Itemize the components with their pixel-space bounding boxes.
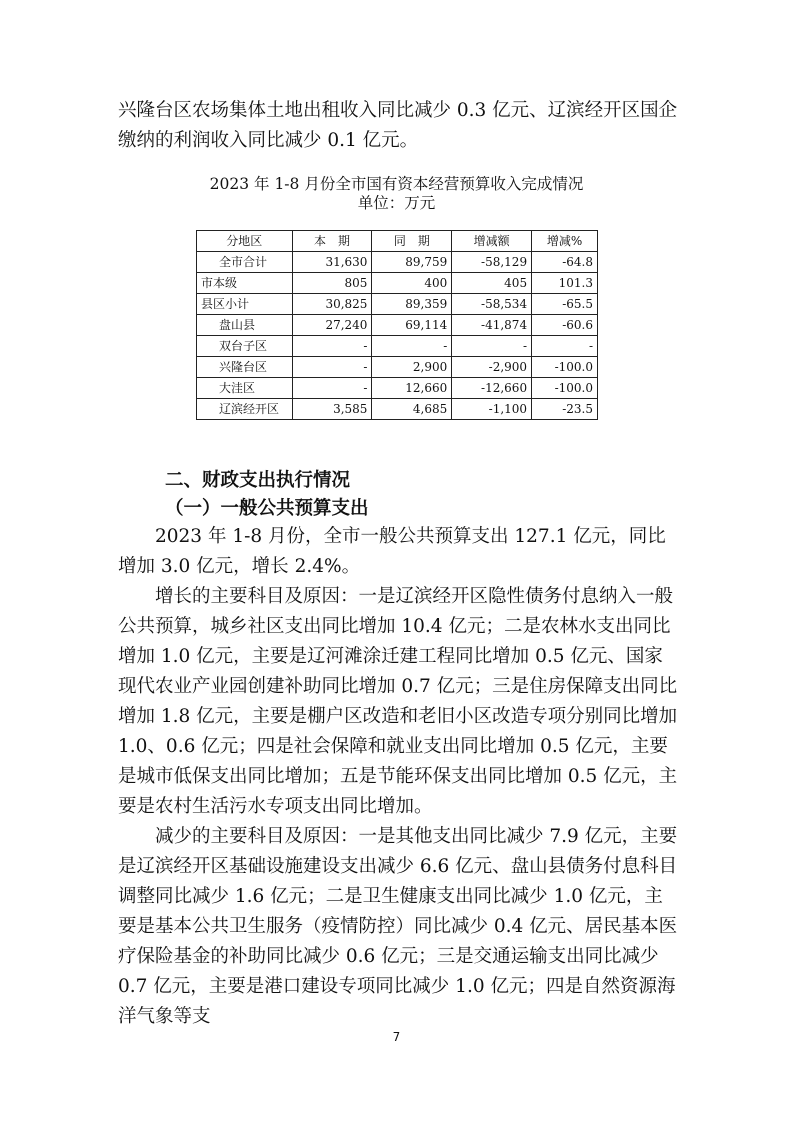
- cell-current: -: [292, 378, 372, 399]
- cell-change: -58,534: [452, 294, 532, 315]
- col-header-region: 分地区: [197, 231, 293, 252]
- table-row: [197, 357, 598, 378]
- cell-pct: -23.5: [532, 399, 598, 420]
- table-row: [197, 252, 598, 273]
- cell-region: 辽滨经开区: [197, 399, 293, 420]
- revenue-table: [196, 230, 598, 420]
- cell-prior: 2,900: [372, 357, 452, 378]
- cell-region: 双台子区: [197, 336, 293, 357]
- table-row: [197, 336, 598, 357]
- cell-change: -12,660: [452, 378, 532, 399]
- cell-region: 全市合计: [197, 252, 293, 273]
- cell-pct: -: [532, 336, 598, 357]
- col-header-pct: 增减%: [532, 231, 598, 252]
- cell-change: -58,129: [452, 252, 532, 273]
- cell-pct: -60.6: [532, 315, 598, 336]
- cell-change: -: [452, 336, 532, 357]
- cell-current: -: [292, 336, 372, 357]
- cell-current: 31,630: [292, 252, 372, 273]
- col-header-prior: 同 期: [372, 231, 452, 252]
- table-row: [197, 294, 598, 315]
- col-header-current: 本 期: [292, 231, 372, 252]
- expenditure-summary-paragraph: 2023 年 1-8 月份，全市一般公共预算支出 127.1 亿元，同比增加 3.0 亿元，增长 2.4%。: [118, 526, 666, 577]
- cell-pct: -65.5: [532, 294, 598, 315]
- cell-pct: 101.3: [532, 273, 598, 294]
- cell-prior: 4,685: [372, 399, 452, 420]
- table-row: [197, 378, 598, 399]
- table-unit-label: 单位：万元: [357, 194, 436, 212]
- cell-pct: -100.0: [532, 357, 598, 378]
- cell-change: -2,900: [452, 357, 532, 378]
- increase-reasons-paragraph: 增长的主要科目及原因：一是辽滨经开区隐性债务付息纳入一般公共预算，城乡社区支出同比增加 10.4 亿元；二是农林水支出同比增加 1.0 亿元，主要是辽河滩涂迁建工程同比增加 0.5 亿元、国家现代农业产业园创建补助同比增加 0.7 亿元；三是住房保障支出同比增加 1.8 亿元，主要是棚户区改造和老旧小区改造专项分别同比增加 1.0、0.6 亿元；四是社会保障和就业支出同比增加 0.5 亿元，主要是城市低保支出同比增加；五是节能环保支出同比增加 0.5 亿元，主要是农村生活污水专项支出同比增加。: [118, 586, 678, 817]
- cell-current: 27,240: [292, 315, 372, 336]
- col-header-change: 增减额: [452, 231, 532, 252]
- table-row: [197, 399, 598, 420]
- cell-prior: 400: [372, 273, 452, 294]
- cell-pct: -100.0: [532, 378, 598, 399]
- cell-prior: -: [372, 336, 452, 357]
- cell-prior: 12,660: [372, 378, 452, 399]
- cell-change: -41,874: [452, 315, 532, 336]
- cell-region: 兴隆台区: [197, 357, 293, 378]
- cell-region: 大洼区: [197, 378, 293, 399]
- cell-prior: 89,359: [372, 294, 452, 315]
- cell-region: 县区小计: [197, 294, 293, 315]
- cell-prior: 89,759: [372, 252, 452, 273]
- cell-prior: 69,114: [372, 315, 452, 336]
- subsection-heading: （一）一般公共预算支出: [165, 498, 369, 519]
- table-row: [197, 273, 598, 294]
- intro-paragraph: 兴隆台区农场集体土地出租收入同比减少 0.3 亿元、辽滨经开区国企缴纳的利润收入同比减少 0.1 亿元。: [118, 100, 678, 151]
- cell-current: 3,585: [292, 399, 372, 420]
- cell-region: 盘山县: [197, 315, 293, 336]
- cell-pct: -64.8: [532, 252, 598, 273]
- table-row: [197, 315, 598, 336]
- cell-current: 805: [292, 273, 372, 294]
- cell-change: -1,100: [452, 399, 532, 420]
- cell-region: 市本级: [197, 273, 293, 294]
- table-title: 2023 年 1-8 月份全市国有资本经营预算收入完成情况: [209, 175, 584, 193]
- page-number: 7: [392, 1030, 401, 1044]
- cell-current: 30,825: [292, 294, 372, 315]
- decrease-reasons-paragraph: 减少的主要科目及原因：一是其他支出同比减少 7.9 亿元，主要是辽滨经开区基础设施建设支出减少 6.6 亿元、盘山县债务付息科目调整同比减少 1.6 亿元；二是卫生健康支出同比减少 1.0 亿元，主要是基本公共卫生服务（疫情防控）同比减少 0.4 亿元、居民基本医疗保险基金的补助同比减少 0.6 亿元；三是交通运输支出同比减少 0.7 亿元，主要是港口建设专项同比减少 1.0 亿元；四是自然资源海洋气象等支: [118, 826, 678, 1027]
- cell-change: 405: [452, 273, 532, 294]
- cell-current: -: [292, 357, 372, 378]
- table-header-row: [197, 231, 598, 252]
- section-heading: 二、财政支出执行情况: [165, 470, 351, 491]
